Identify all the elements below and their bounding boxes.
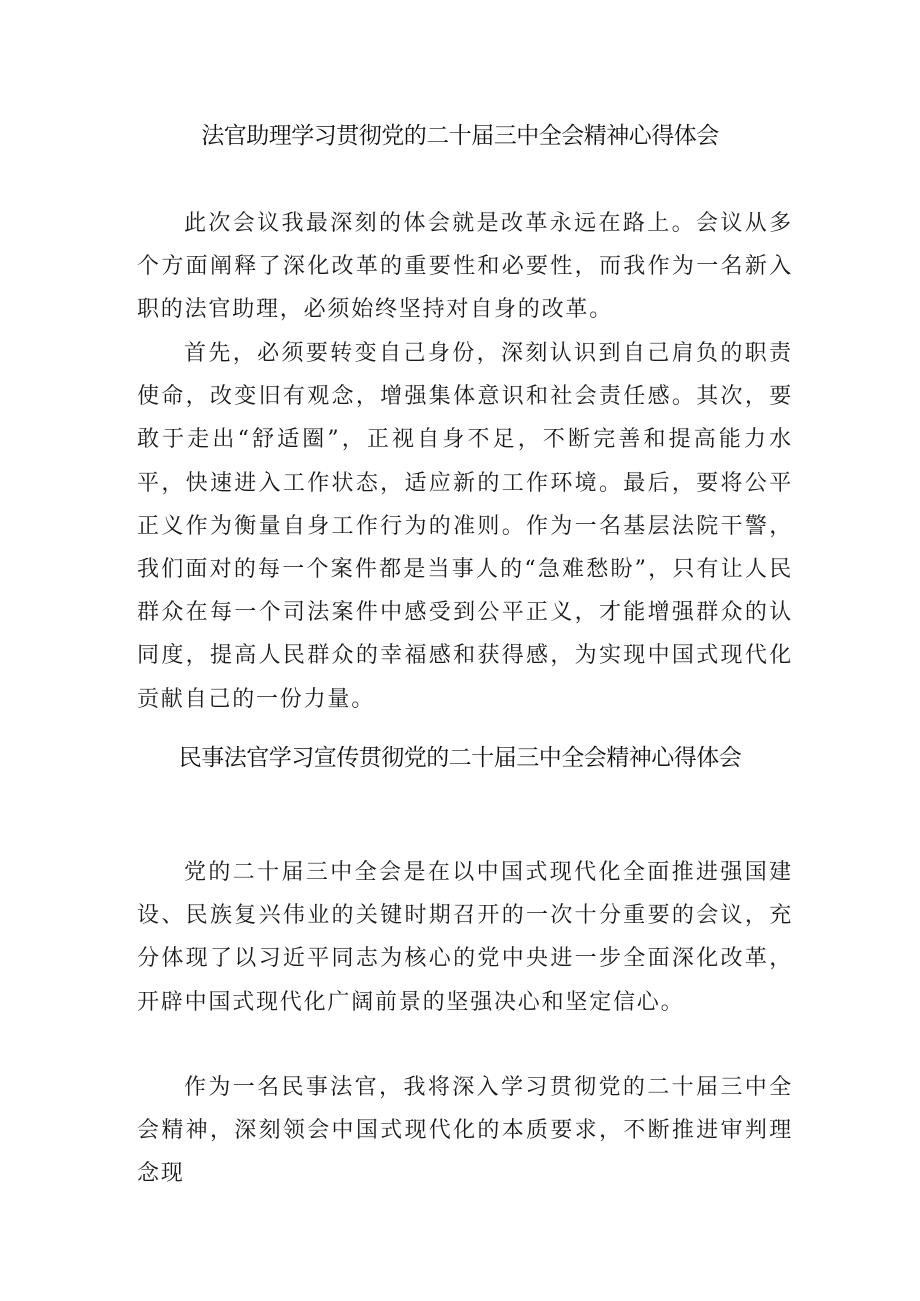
section-2-title: 民事法官学习宣传贯彻党的二十届三中全会精神心得体会 bbox=[178, 745, 742, 771]
section-1-paragraph-1: 此次会议我最深刻的体会就是改革永远在路上。会议从多个方面阐释了深化改革的重要性和必要性，而我作为一名新入职的法官助理，必须始终坚持对自身的改革。 bbox=[137, 211, 793, 323]
section-2-paragraph-2: 作为一名民事法官，我将深入学习贯彻党的二十届三中全会精神，深刻领会中国式现代化的本质要求，不断推进审判理念现 bbox=[137, 1075, 793, 1187]
section-2-paragraph-1: 党的二十届三中全会是在以中国式现代化全面推进强国建设、民族复兴伟业的关键时期召开的一次十分重要的会议，充分体现了以习近平同志为核心的党中央进一步全面深化改革，开辟中国式现代化广阔前景的坚强决心和坚定信心。 bbox=[137, 860, 793, 1015]
section-1-paragraph-2: 首先，必须要转变自己身份，深刻认识到自己肩负的职责使命，改变旧有观念，增强集体意识和社会责任感。其次，要敢于走出“舒适圈”，正视自身不足，不断完善和提高能力水平，快速进入工作状态，适应新的工作环境。最后，要将公平正义作为衡量自身工作行为的准则。作为一名基层法院干警，我们面对的每一个案件都是当事人的“急难愁盼”，只有让人民群众在每一个司法案件中感受到公平正义，才能增强群众的认同度，提高人民群众的幸福感和获得感，为实现中国式现代化贡献自己的一份力量。 bbox=[137, 341, 793, 712]
section-1-title: 法官助理学习贯彻党的二十届三中全会精神心得体会 bbox=[201, 123, 719, 149]
